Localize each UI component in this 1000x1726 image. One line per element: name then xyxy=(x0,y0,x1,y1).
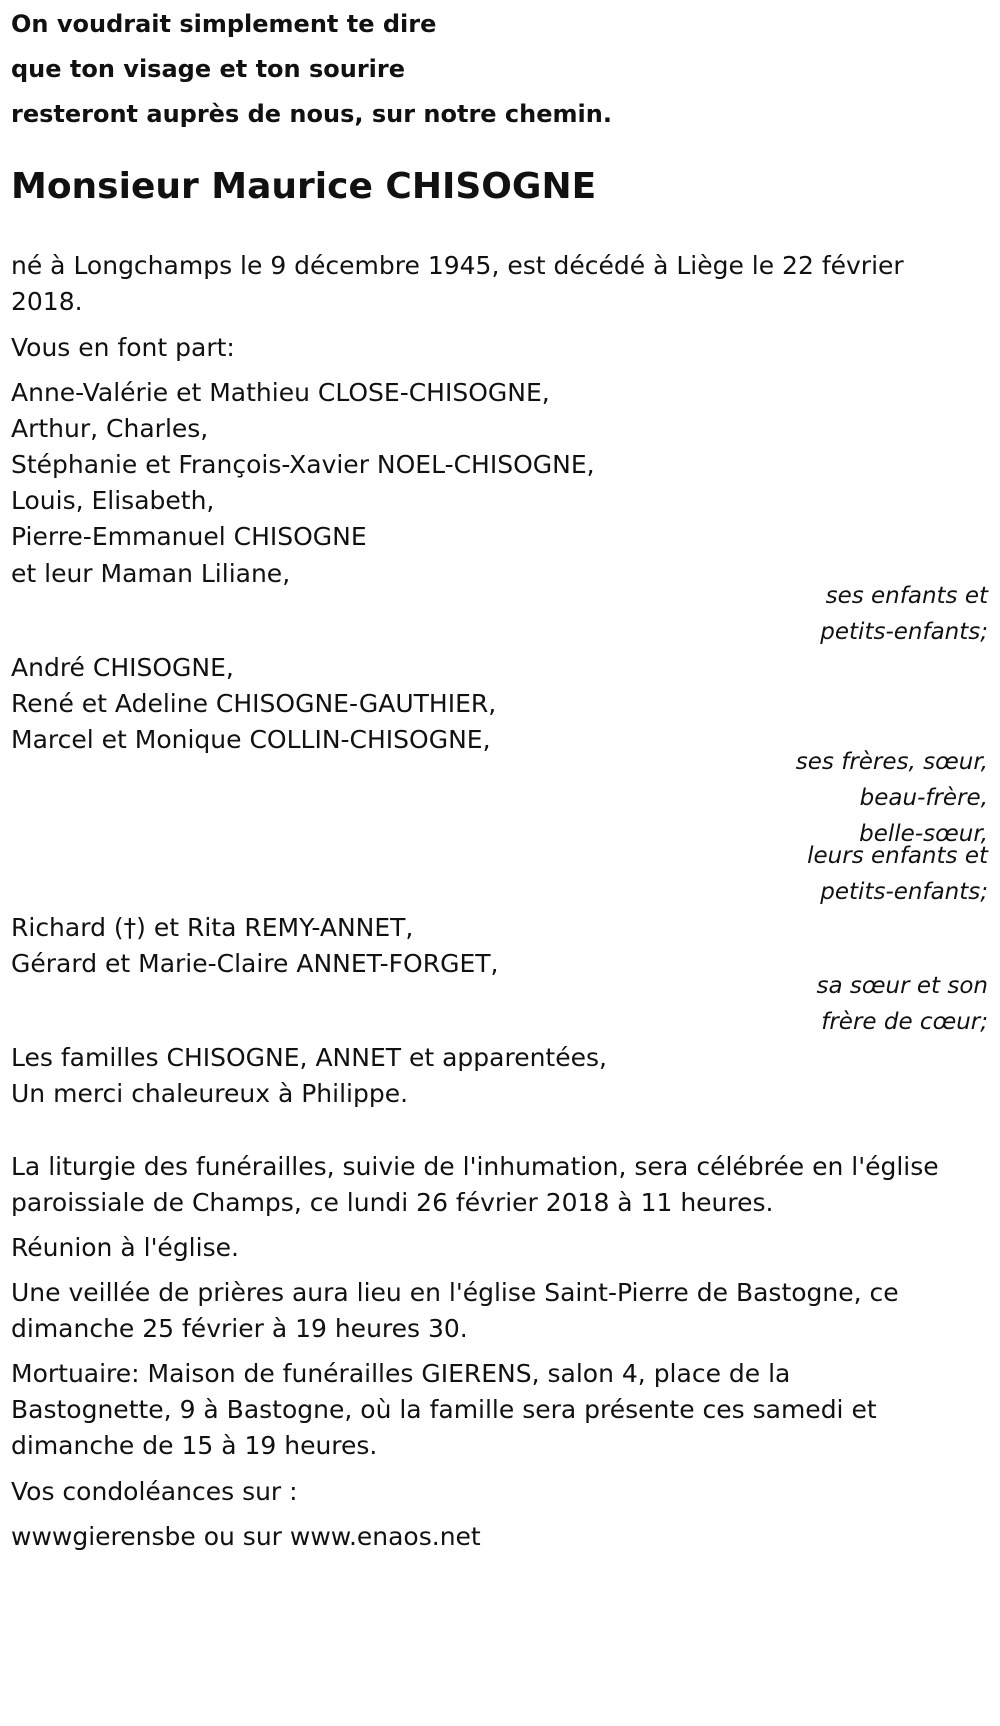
relation-line: belle-sœur, xyxy=(859,821,988,847)
family-name-line: Arthur, Charles, xyxy=(11,414,209,443)
relation-line: sa sœur et son xyxy=(816,973,988,999)
relation-line: ses frères, sœur, xyxy=(795,749,988,775)
reunion-text: Réunion à l'église. xyxy=(11,1233,239,1262)
relation-line: ses enfants et xyxy=(825,583,988,609)
family-name-line: Marcel et Monique COLLIN-CHISOGNE, xyxy=(11,725,491,754)
condolence-links[interactable]: wwwgierensbe ou sur www.enaos.net xyxy=(11,1522,481,1551)
mortuary-line: Mortuaire: Maison de funérailles GIERENS, salon 4, place de la xyxy=(11,1359,791,1388)
families-line: Les familles CHISOGNE, ANNET et apparentées, xyxy=(11,1043,607,1072)
relation-line: petits-enfants; xyxy=(820,619,988,645)
thanks-line: Un merci chaleureux à Philippe. xyxy=(11,1079,409,1108)
family-name-line: Pierre-Emmanuel CHISOGNE xyxy=(11,522,367,551)
family-name-line: René et Adeline CHISOGNE-GAUTHIER, xyxy=(11,689,497,718)
poem-line: resteront auprès de nous, sur notre chemin. xyxy=(11,100,612,128)
relation-line: beau-frère, xyxy=(859,785,988,811)
family-name-line: Stéphanie et François-Xavier NOEL-CHISOGNE, xyxy=(11,450,595,479)
relation-line: frère de cœur; xyxy=(821,1009,988,1035)
mortuary-line: Bastognette, 9 à Bastogne, où la famille sera présente ces samedi et xyxy=(11,1395,877,1424)
mortuary-line: dimanche de 15 à 19 heures. xyxy=(11,1431,378,1460)
birth-death-line: 2018. xyxy=(11,287,83,316)
family-name-line: Anne-Valérie et Mathieu CLOSE-CHISOGNE, xyxy=(11,378,550,407)
vigil-line: Une veillée de prières aura lieu en l'église Saint-Pierre de Bastogne, ce xyxy=(11,1278,899,1307)
poem-line: On voudrait simplement te dire xyxy=(11,10,437,38)
family-name-line: Richard (†) et Rita REMY-ANNET, xyxy=(11,913,414,942)
family-name-line: Louis, Elisabeth, xyxy=(11,486,215,515)
page-title: Monsieur Maurice CHISOGNE xyxy=(11,166,597,207)
family-name-line: Gérard et Marie-Claire ANNET-FORGET, xyxy=(11,949,499,978)
announce-text: Vous en font part: xyxy=(11,333,235,362)
liturgy-line: La liturgie des funérailles, suivie de l'inhumation, sera célébrée en l'église xyxy=(11,1152,939,1181)
relation-line: leurs enfants et xyxy=(807,843,988,869)
family-name-line: André CHISOGNE, xyxy=(11,653,234,682)
poem-line: que ton visage et ton sourire xyxy=(11,55,406,83)
condolences-text: Vos condoléances sur : xyxy=(11,1477,298,1506)
vigil-line: dimanche 25 février à 19 heures 30. xyxy=(11,1314,468,1343)
relation-line: petits-enfants; xyxy=(820,879,988,905)
liturgy-line: paroissiale de Champs, ce lundi 26 février 2018 à 11 heures. xyxy=(11,1188,774,1217)
birth-death-line: né à Longchamps le 9 décembre 1945, est décédé à Liège le 22 février xyxy=(11,251,904,280)
family-name-line: et leur Maman Liliane, xyxy=(11,559,291,588)
